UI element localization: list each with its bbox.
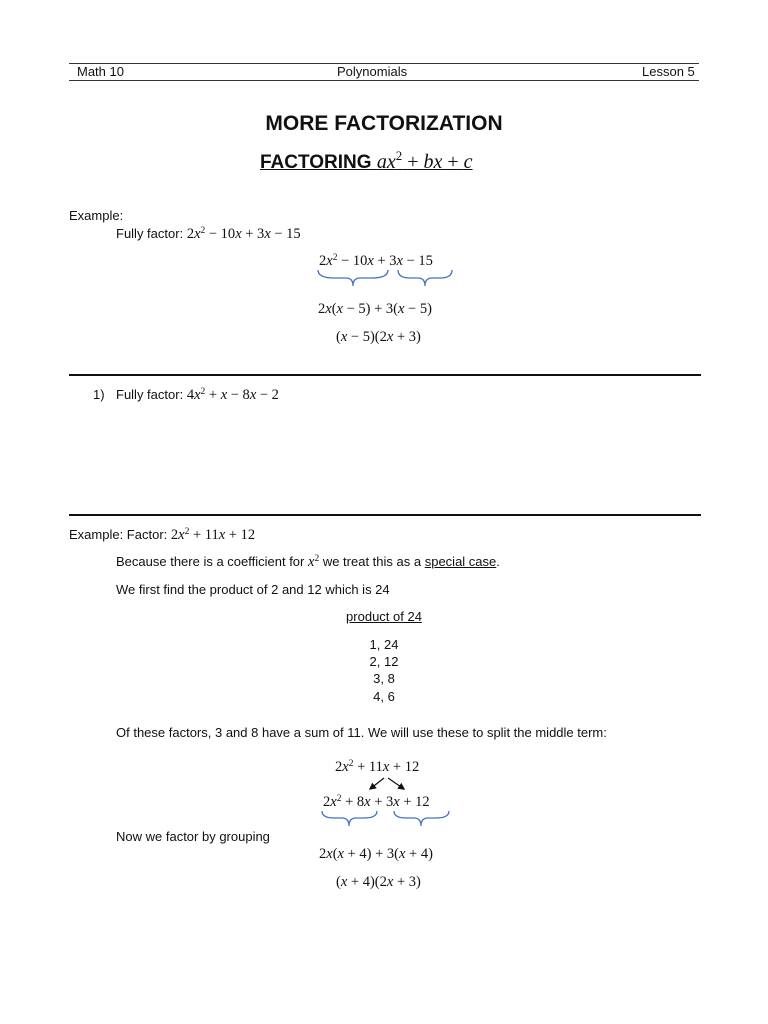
example1-brace-left bbox=[316, 268, 390, 288]
example2-line1 bbox=[116, 554, 500, 571]
section-divider-2 bbox=[69, 514, 701, 516]
line1-text-a: Because there is a coefficient for bbox=[116, 554, 305, 569]
example2-header-line bbox=[69, 527, 255, 544]
section-divider-1 bbox=[69, 374, 701, 376]
example2-line2: We first find the product of 2 and 12 which is 24 bbox=[116, 582, 390, 597]
factor-pair-1: 1, 24 bbox=[369, 637, 399, 652]
example1-prompt-line bbox=[116, 226, 301, 243]
example1-grouped-expression: $2x^2 - 10x + 3x - 15$ bbox=[319, 253, 433, 269]
factor-pair-3: 3, 8 bbox=[373, 671, 395, 686]
subtitle-text: FACTORING bbox=[260, 152, 372, 173]
header-unit: Polynomials bbox=[337, 64, 408, 79]
split-top-expression: $2x^2 + 11x + 12$ bbox=[335, 759, 420, 775]
page-subtitle bbox=[260, 148, 473, 174]
example1-label: Example: bbox=[69, 208, 124, 223]
example2-step2: (x + 4)(2x + 3) bbox=[336, 874, 421, 890]
example2-label: Example: Factor: bbox=[69, 527, 168, 542]
line1-period: . bbox=[496, 554, 500, 569]
line1-text-b: we treat this as a bbox=[322, 554, 422, 569]
problem1-prompt: Fully factor: bbox=[116, 387, 184, 402]
factor-pair-4: 4, 6 bbox=[373, 689, 395, 704]
example2-expression: $2x^2 + 11x + 12$ bbox=[170, 527, 256, 543]
split-bottom-expression: $2x^2 + 8x + 3x + 12$ bbox=[323, 794, 430, 810]
example2-line3: Of these factors, 3 and 8 have a sum of 11. We will use these to split the middle term: bbox=[116, 725, 607, 740]
example1-step1: 2x(x − 5) + 3(x − 5) bbox=[318, 301, 432, 317]
header-course: Math 10 bbox=[77, 64, 124, 79]
subtitle-expression: $ax^2$ + bx + c bbox=[376, 148, 473, 173]
split-brace-right bbox=[392, 809, 452, 829]
header-lesson: Lesson 5 bbox=[642, 64, 695, 79]
factor-pair-2: 2, 12 bbox=[369, 654, 399, 669]
example1-expression: $2x^2 - 10x + 3x - 15$ bbox=[186, 226, 301, 242]
page-title: MORE FACTORIZATION bbox=[265, 112, 503, 135]
product-heading: product of 24 bbox=[346, 609, 422, 624]
problem1-number: 1) bbox=[93, 387, 105, 402]
split-brace-left bbox=[320, 809, 380, 829]
example1-prompt: Fully factor: bbox=[116, 226, 184, 241]
problem1-prompt-line bbox=[116, 387, 279, 404]
grouping-text: Now we factor by grouping bbox=[116, 829, 270, 844]
line1-variable: $x^2$ bbox=[308, 554, 320, 570]
example2-step1: 2x(x + 4) + 3(x + 4) bbox=[319, 846, 433, 862]
problem1-expression: $4x^2 + x - 8x - 2$ bbox=[186, 387, 279, 403]
example1-step2: (x − 5)(2x + 3) bbox=[336, 329, 421, 345]
header-bottom-line bbox=[69, 80, 699, 81]
example1-brace-right bbox=[396, 268, 454, 288]
split-arrows bbox=[360, 775, 420, 795]
special-case-text: special case bbox=[424, 554, 497, 569]
